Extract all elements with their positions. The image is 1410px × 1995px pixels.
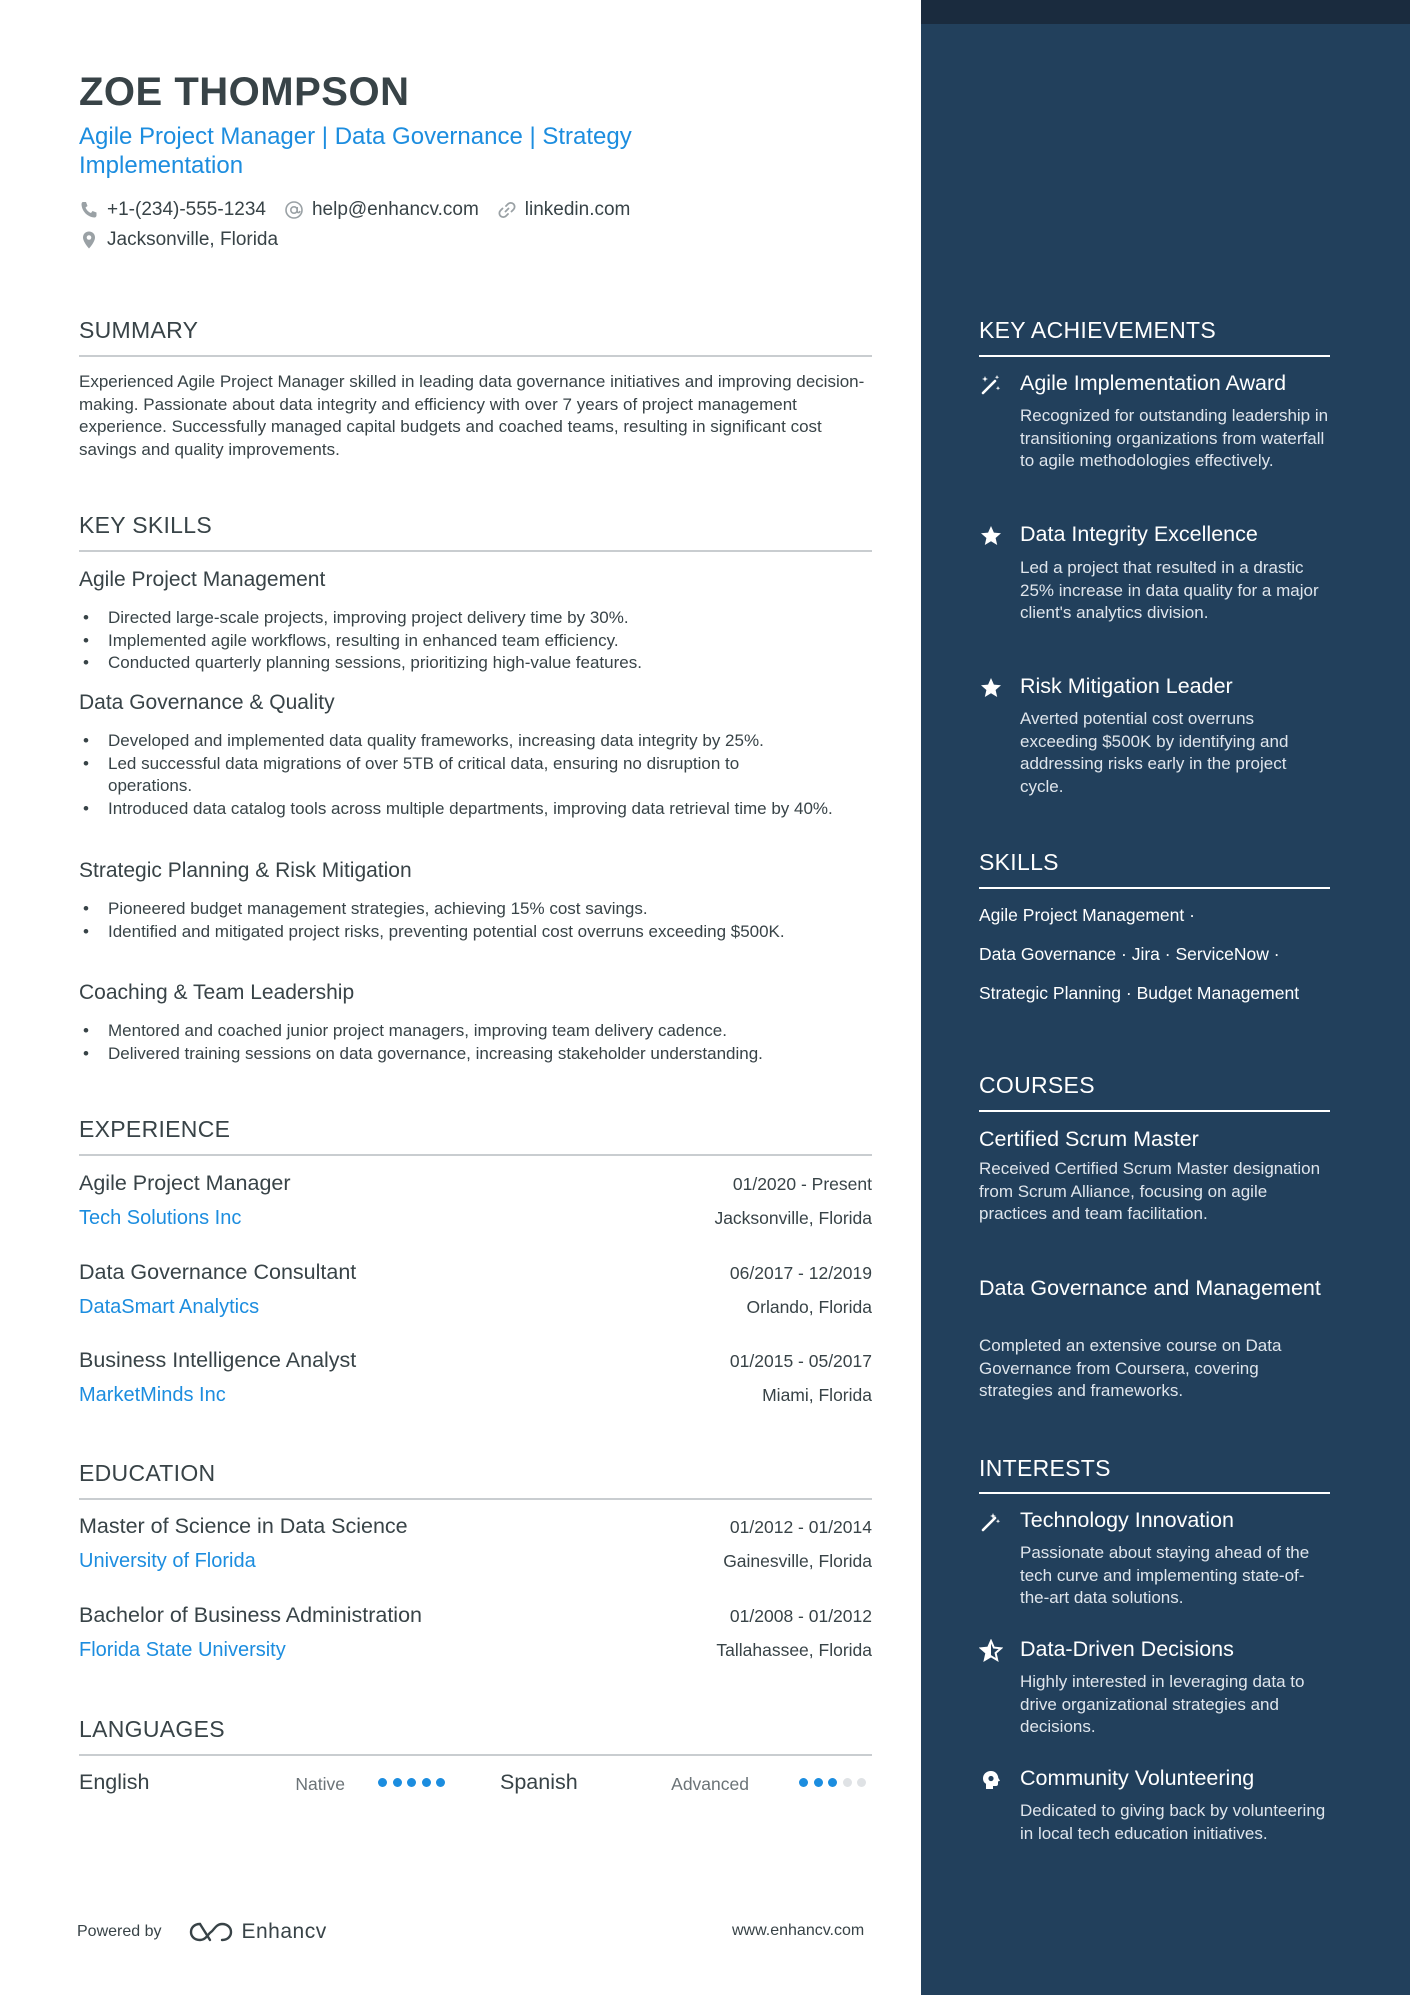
rating-dot-empty: [843, 1778, 852, 1787]
magic-wand-icon: [979, 1510, 1003, 1534]
candidate-name: ZOE THOMPSON: [79, 70, 410, 114]
summary-divider: [79, 355, 872, 357]
achievement-heading: Risk Mitigation Leader: [1020, 674, 1233, 698]
skill-group-heading: Strategic Planning & Risk Mitigation: [79, 859, 412, 882]
skill-group-heading: Agile Project Management: [79, 568, 326, 591]
language-level: Advanced: [671, 1774, 749, 1794]
interest-text: Highly interested in leveraging data to drive organizational strategies and decisions.: [1020, 1672, 1305, 1736]
list-item: • Pioneered budget management strategies, achieving 15% cost savings.: [79, 898, 872, 921]
list-item: • Identified and mitigated project risks, preventing potential cost overruns exceeding $500K.: [79, 921, 872, 944]
list-item: • Delivered training sessions on data governance, increasing stakeholder understanding.: [79, 1043, 872, 1066]
skills-line: Data Governance · Jira · ServiceNow ·: [979, 944, 1280, 964]
rating-dot-filled: [828, 1778, 837, 1787]
language-rating-0: [378, 1778, 451, 1787]
candidate-title: Agile Project Manager | Data Governance | Strategy Implementation: [79, 123, 632, 179]
experience-location: Jacksonville, Florida: [714, 1208, 872, 1228]
contact-row: [79, 199, 648, 221]
education-school[interactable]: Florida State University: [79, 1639, 286, 1661]
skill-group-bullets: [79, 1020, 872, 1065]
email-text: help@enhancv.com: [311, 199, 479, 220]
rating-dot-filled: [407, 1778, 416, 1787]
skills-divider: [979, 887, 1330, 889]
star-icon: [979, 524, 1003, 548]
course-heading: Data Governance and Management: [979, 1276, 1321, 1300]
language-name: Spanish: [500, 1770, 578, 1794]
languages-title: LANGUAGES: [79, 1716, 225, 1742]
education-degree: Bachelor of Business Administration: [79, 1603, 422, 1627]
skills-title: SKILLS: [979, 849, 1059, 875]
education-degree: Master of Science in Data Science: [79, 1514, 408, 1538]
star-icon: [979, 676, 1003, 700]
rating-dot-filled: [378, 1778, 387, 1787]
language-name: English: [79, 1770, 150, 1794]
summary-text: Experienced Agile Project Manager skilled in leading data governance initiatives and improving decision-making. Passionate about data integrity and efficiency with over 7 years of project management experience. Successfully managed capital budgets and coached teams, resulting in significant cost savings and quality improvements.: [79, 372, 865, 459]
contact-phone[interactable]: [79, 199, 266, 221]
brain-icon: [979, 1768, 1003, 1792]
star-outline-icon: [979, 1639, 1003, 1663]
education-location: Gainesville, Florida: [723, 1551, 872, 1571]
experience-role: Agile Project Manager: [79, 1171, 291, 1195]
location-text: Jacksonville, Florida: [107, 229, 279, 250]
enhancv-brand[interactable]: Enhancv: [241, 1920, 327, 1943]
course-text: Received Certified Scrum Master designation from Scrum Alliance, focusing on agile practices and team facilitation.: [979, 1159, 1321, 1223]
footer-url[interactable]: www.enhancv.com: [732, 1922, 865, 1939]
sidebar-top-bar: [921, 0, 1410, 24]
achievement-text: Led a project that resulted in a drastic 25% increase in data quality for a major client's analytics division.: [1020, 558, 1319, 622]
experience-location: Orlando, Florida: [746, 1297, 872, 1317]
interest-text: Dedicated to giving back by volunteering in local tech education initiatives.: [1020, 1801, 1326, 1843]
skill-group-bullets: [79, 730, 872, 820]
phone-text: +1-(234)-555-1234: [107, 199, 266, 220]
rating-dot-empty: [857, 1778, 866, 1787]
experience-dates: 01/2015 - 05/2017: [729, 1351, 872, 1371]
education-title: EDUCATION: [79, 1460, 216, 1486]
course-heading: Certified Scrum Master: [979, 1127, 1199, 1151]
achievement-text: Recognized for outstanding leadership in transitioning organizations from waterfall to agile methodologies effectively.: [1020, 406, 1329, 470]
experience-company[interactable]: MarketMinds Inc: [79, 1384, 226, 1406]
language-rating-1: [799, 1778, 872, 1787]
experience-location: Miami, Florida: [762, 1385, 872, 1405]
rating-dot-filled: [422, 1778, 431, 1787]
interest-heading: Community Volunteering: [1020, 1766, 1255, 1790]
education-location: Tallahassee, Florida: [716, 1640, 872, 1660]
achievement-heading: Agile Implementation Award: [1020, 371, 1287, 395]
rating-dot-filled: [799, 1778, 808, 1787]
location-pin-icon: [79, 230, 99, 250]
achievement-text: Averted potential cost overruns exceeding $500K by identifying and addressing risks early in the project cycle.: [1020, 709, 1289, 796]
language-level: Native: [295, 1774, 345, 1794]
achievement-heading: Data Integrity Excellence: [1020, 522, 1258, 546]
linkedin-text: linkedin.com: [524, 199, 631, 220]
experience-role: Business Intelligence Analyst: [79, 1348, 357, 1372]
education-dates: 01/2008 - 01/2012: [729, 1606, 872, 1626]
experience-dates: 01/2020 - Present: [732, 1174, 872, 1194]
experience-divider: [79, 1154, 872, 1156]
skill-group-bullets: [79, 898, 872, 943]
list-item: • Developed and implemented data quality frameworks, increasing data integrity by 25%.: [79, 730, 872, 753]
list-item: • Directed large-scale projects, improving project delivery time by 30%.: [79, 607, 872, 630]
interest-text: Passionate about staying ahead of the tech curve and implementing state-of-the-art data solutions.: [1020, 1543, 1310, 1607]
list-item: • Conducted quarterly planning sessions, prioritizing high-value features.: [79, 652, 872, 675]
key-skills-title: KEY SKILLS: [79, 512, 212, 538]
education-school[interactable]: University of Florida: [79, 1550, 256, 1572]
languages-divider: [79, 1754, 872, 1756]
interest-heading: Data-Driven Decisions: [1020, 1637, 1234, 1661]
skills-line: Strategic Planning · Budget Management: [979, 983, 1300, 1003]
link-icon: [497, 200, 517, 220]
location-row: [79, 229, 296, 251]
experience-title: EXPERIENCE: [79, 1116, 231, 1142]
list-item: • Led successful data migrations of over 5TB of critical data, ensuring no disruption to operations.: [79, 753, 872, 798]
enhancv-logo-icon: [188, 1920, 234, 1944]
skill-group-bullets: [79, 607, 872, 675]
list-item: • Introduced data catalog tools across multiple departments, improving data retrieval time by 40%.: [79, 798, 872, 821]
summary-title: SUMMARY: [79, 317, 199, 343]
key-skills-divider: [79, 550, 872, 552]
interests-title: INTERESTS: [979, 1455, 1111, 1481]
experience-company[interactable]: DataSmart Analytics: [79, 1296, 260, 1318]
footer-powered-by: [77, 1920, 327, 1944]
interests-divider: [979, 1492, 1330, 1494]
magic-wand-icon: [979, 373, 1003, 397]
list-item: • Mentored and coached junior project managers, improving team delivery cadence.: [79, 1020, 872, 1043]
course-text: Completed an extensive course on Data Governance from Coursera, covering strategies and frameworks.: [979, 1336, 1282, 1400]
contact-email[interactable]: [284, 199, 479, 221]
skill-group-heading: Coaching & Team Leadership: [79, 981, 355, 1004]
rating-dot-filled: [814, 1778, 823, 1787]
courses-title: COURSES: [979, 1072, 1095, 1098]
contact-location: [79, 229, 278, 251]
achievements-title: KEY ACHIEVEMENTS: [979, 317, 1217, 343]
rating-dot-filled: [393, 1778, 402, 1787]
education-dates: 01/2012 - 01/2014: [729, 1517, 872, 1537]
skill-group-heading: Data Governance & Quality: [79, 691, 335, 714]
interest-heading: Technology Innovation: [1020, 1508, 1234, 1532]
at-icon: [284, 200, 304, 220]
skills-line: Agile Project Management ·: [979, 905, 1195, 925]
powered-by-label: Powered by: [77, 1923, 162, 1940]
achievements-divider: [979, 355, 1330, 357]
rating-dot-filled: [436, 1778, 445, 1787]
courses-divider: [979, 1110, 1330, 1112]
list-item: • Implemented agile workflows, resulting in enhanced team efficiency.: [79, 630, 872, 653]
education-divider: [79, 1498, 872, 1500]
experience-role: Data Governance Consultant: [79, 1260, 357, 1284]
phone-icon: [79, 200, 99, 220]
experience-company[interactable]: Tech Solutions Inc: [79, 1207, 242, 1229]
experience-dates: 06/2017 - 12/2019: [729, 1263, 872, 1283]
contact-linkedin[interactable]: [497, 199, 631, 221]
